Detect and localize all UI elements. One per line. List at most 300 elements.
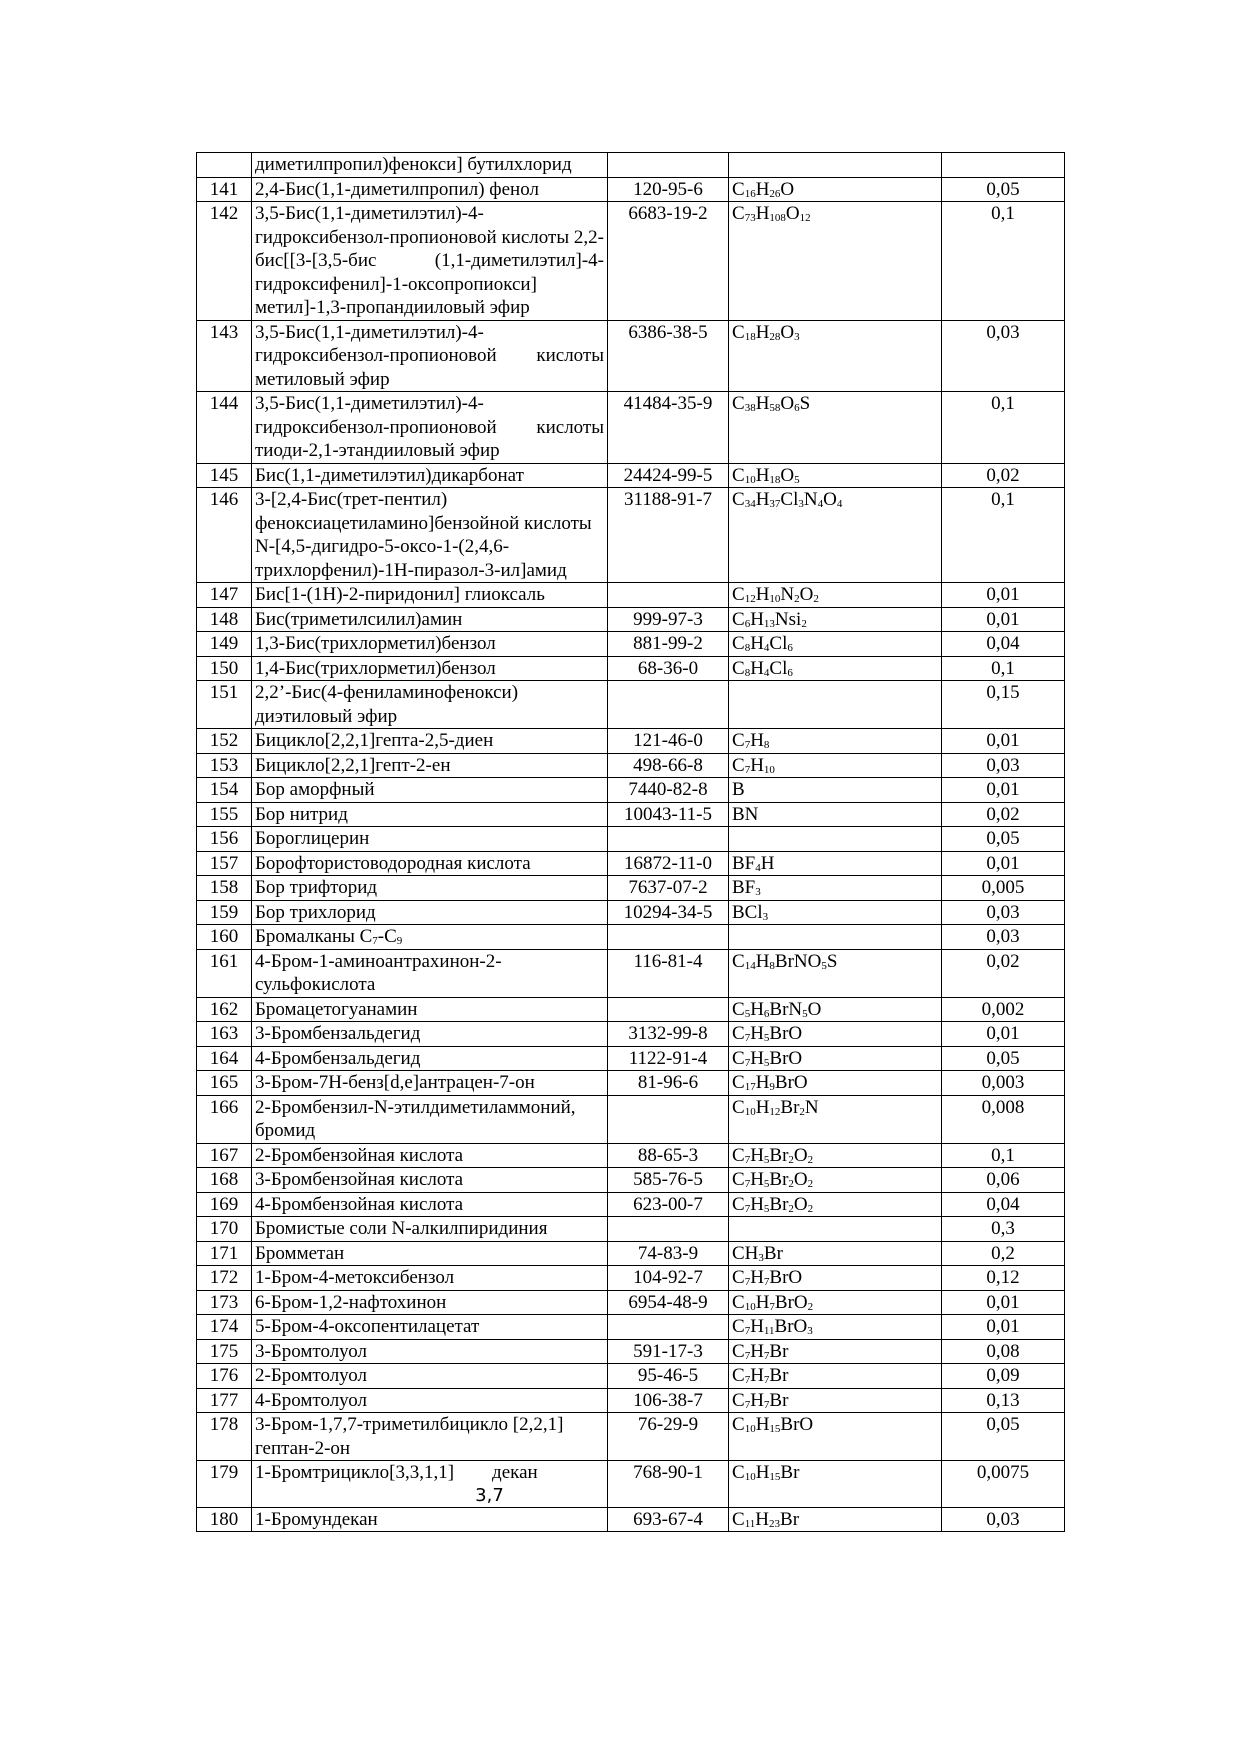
formula-element: H: [755, 1072, 770, 1093]
table-row: [197, 177, 1065, 202]
table-row: [197, 607, 1065, 632]
name-text: Бромалканы С: [255, 926, 373, 947]
row-number: 159: [197, 900, 252, 925]
row-number: 154: [197, 778, 252, 803]
limit-value: 0,03: [942, 1507, 1065, 1532]
table-row: [197, 1364, 1065, 1389]
substance-name: [252, 1241, 608, 1266]
cas-number: 498-66-8: [608, 753, 729, 778]
table-row: [197, 753, 1065, 778]
name-text: 3-Бром-7Н-бенз[d,e]антрацен-7-он: [255, 1072, 535, 1093]
substance-name: [252, 463, 608, 488]
formula-element: C: [732, 321, 745, 343]
formula-element: Br: [769, 1389, 789, 1411]
formula-element: C: [732, 1193, 745, 1215]
limit-value: [942, 153, 1065, 178]
formula-subscript: 3: [755, 886, 761, 898]
substance-name: [252, 202, 608, 321]
name-text: 3,5-Бис(1,1-диметилэтил)-4-гидроксибензол-пропионовой кислоты 2,2-бис[[3-[3,5-бис (1,1-диметилэтил]-4-гидроксифенил]-1-оксопропиокси] метил]-1,3-пропандииловый эфир: [255, 203, 604, 318]
substance-name: [252, 1507, 608, 1532]
substance-name: [252, 583, 608, 608]
cas-number: [608, 997, 729, 1022]
name-text: 3,5-Бис(1,1-диметилэтил)-4-гидроксибензол-пропионовой кислоты метиловый эфир: [255, 321, 604, 390]
chemical-formula: [729, 729, 942, 754]
formula-element: H: [750, 1316, 764, 1337]
formula-subscript: 2: [799, 1105, 805, 1118]
row-number: 172: [197, 1266, 252, 1291]
formula-element: C: [732, 464, 745, 486]
formula-element: C: [732, 1316, 745, 1337]
formula-subscript: 2: [801, 617, 807, 630]
formula-element: Cl: [769, 657, 788, 679]
formula-subscript: 5: [802, 1007, 808, 1020]
formula-element: BrN: [769, 998, 803, 1020]
formula-element: BrO: [774, 1072, 808, 1093]
limit-value: 0,01: [942, 1315, 1065, 1340]
formula-element: C: [732, 584, 745, 605]
cas-number: 120-95-6: [608, 177, 729, 202]
table-row: [197, 656, 1065, 681]
formula-element: C: [732, 1340, 745, 1362]
chemical-formula: [729, 876, 942, 901]
formula-element: Br: [769, 1144, 789, 1166]
formula-subscript: 12: [799, 212, 811, 224]
table-row: [197, 392, 1065, 464]
cas-number: 3132-99-8: [608, 1022, 729, 1047]
formula-element: H: [750, 1365, 764, 1386]
chemical-formula: [729, 1364, 942, 1389]
formula-subscript: 7: [769, 1300, 775, 1313]
formula-element: BF: [732, 877, 756, 898]
row-number: 151: [197, 681, 252, 729]
formula-subscript: 3: [758, 1251, 764, 1264]
cas-number: 10294-34-5: [608, 900, 729, 925]
chemical-formula: [729, 1143, 942, 1168]
name-text: диметилпропил)фенокси] бутилхлорид: [255, 154, 572, 175]
substance-name: [252, 1217, 608, 1242]
formula-subscript: 2: [788, 1202, 794, 1215]
chemical-formula: [729, 1339, 942, 1364]
row-number: 160: [197, 925, 252, 950]
row-number: 142: [197, 202, 252, 321]
formula-element: C: [732, 1072, 745, 1093]
limit-value: 0,003: [942, 1071, 1065, 1096]
row-number: 178: [197, 1413, 252, 1461]
limit-value: 0,01: [942, 583, 1065, 608]
formula-element: BN: [732, 803, 759, 825]
formula-subscript: 7: [744, 1374, 751, 1386]
name-text: 1-Бром-4-метоксибензол: [255, 1267, 455, 1288]
limit-value: 0,03: [942, 753, 1065, 778]
formula-subscript: 11: [744, 1517, 756, 1530]
table-row: [197, 1022, 1065, 1047]
limit-value: 0,13: [942, 1388, 1065, 1413]
cas-number: 116-81-4: [608, 949, 729, 997]
formula-element: O: [780, 321, 795, 343]
cas-number: 41484-35-9: [608, 392, 729, 464]
formula-subscript: 4: [836, 498, 843, 510]
cas-number: 999-97-3: [608, 607, 729, 632]
limit-value: 0,05: [942, 1046, 1065, 1071]
formula-subscript: 4: [763, 666, 770, 679]
substance-name: [252, 1168, 608, 1193]
limit-value: 0,03: [942, 925, 1065, 950]
cas-number: 768-90-1: [608, 1461, 729, 1508]
formula-element: C: [732, 1291, 745, 1313]
substance-name: [252, 729, 608, 754]
cas-number: 623-00-7: [608, 1192, 729, 1217]
chemical-formula: [729, 463, 942, 488]
chemical-formula: [729, 802, 942, 827]
formula-subscript: 2: [807, 1300, 814, 1313]
table-row: [197, 900, 1065, 925]
name-text: Бис[1-(1Н)-2-пиридонил] глиоксаль: [255, 584, 545, 605]
chemical-formula: [729, 177, 942, 202]
chemical-formula: [729, 1022, 942, 1047]
table-row: [197, 997, 1065, 1022]
formula-element: C: [732, 608, 745, 630]
row-number: 174: [197, 1315, 252, 1340]
cas-number: 68-36-0: [608, 656, 729, 681]
chemical-formula: [729, 778, 942, 803]
name-text: -С: [377, 926, 397, 947]
formula-element: H: [755, 1096, 770, 1118]
name-text: 2-Бромбензил-N-этилдиметиламмоний, бромид: [255, 1096, 576, 1141]
chemical-formula: [729, 925, 942, 950]
limit-value: 0,12: [942, 1266, 1065, 1291]
name-text: 1,3-Бис(трихлорметил)бензол: [255, 633, 496, 654]
row-number: 167: [197, 1143, 252, 1168]
name-text: 3-Бромтолуол: [255, 1340, 367, 1362]
formula-element: N: [780, 584, 795, 605]
substance-name: [252, 802, 608, 827]
formula-element: H: [755, 489, 770, 510]
row-number: 179: [197, 1461, 252, 1508]
row-number: 170: [197, 1217, 252, 1242]
formula-element: C: [732, 393, 745, 414]
chemical-formula: [729, 1266, 942, 1291]
formula-subscript: 8: [744, 666, 751, 679]
formula-element: O: [793, 1193, 808, 1215]
formula-element: H: [755, 1462, 770, 1483]
table-row: [197, 488, 1065, 583]
formula-subscript: 8: [763, 739, 770, 751]
formula-subscript: 10: [763, 763, 775, 776]
formula-element: Br: [780, 1508, 800, 1530]
row-number: 155: [197, 802, 252, 827]
limit-value: 0,09: [942, 1364, 1065, 1389]
name-text: Борофтористоводородная кислота: [255, 852, 531, 874]
formula-subscript: 7: [744, 1325, 751, 1337]
name-subscript: 7: [372, 935, 378, 947]
formula-element: Br: [763, 1242, 783, 1264]
limit-value: 0,02: [942, 802, 1065, 827]
name-text: Бор нитрид: [255, 803, 348, 825]
chemical-formula: [729, 681, 942, 729]
formula-element: C: [732, 178, 745, 200]
formula-subscript: 26: [769, 187, 781, 200]
substance-name: [252, 876, 608, 901]
row-number: 148: [197, 607, 252, 632]
table-row: [197, 1095, 1065, 1143]
formula-element: Br: [769, 1340, 789, 1362]
table-row: [197, 463, 1065, 488]
formula-element: O: [823, 489, 837, 510]
name-text: 2-Бромтолуол: [255, 1365, 367, 1386]
formula-element: C: [732, 1023, 745, 1044]
limit-value: 0,05: [942, 1413, 1065, 1461]
cas-number: [608, 1095, 729, 1143]
formula-element: H: [750, 998, 764, 1020]
formula-subscript: 5: [763, 1032, 770, 1044]
formula-subscript: 73: [744, 212, 756, 224]
limit-value: 0,1: [942, 1143, 1065, 1168]
substance-name: [252, 320, 608, 392]
name-text: Бор трифторид: [255, 877, 378, 898]
row-number: 163: [197, 1022, 252, 1047]
formula-subscript: 6: [794, 402, 800, 414]
substance-name: [252, 925, 608, 950]
formula-element: BF: [732, 852, 756, 874]
formula-element: H: [755, 393, 770, 414]
formula-element: H: [755, 950, 770, 972]
formula-subscript: 5: [763, 1056, 770, 1069]
formula-element: C: [732, 754, 745, 776]
formula-element: H: [755, 1508, 770, 1530]
formula-element: Br: [780, 1096, 800, 1118]
row-number: 180: [197, 1507, 252, 1532]
substance-name: [252, 949, 608, 997]
cas-number: 7637-07-2: [608, 876, 729, 901]
formula-element: Nsi: [774, 608, 802, 630]
formula-subscript: 2: [813, 593, 819, 605]
formula-subscript: 7: [744, 763, 751, 776]
cas-number: 24424-99-5: [608, 463, 729, 488]
limit-value: 0,03: [942, 320, 1065, 392]
name-text: Бромметан: [255, 1242, 345, 1264]
formula-element: H: [755, 584, 770, 605]
formula-subscript: 58: [769, 402, 781, 414]
table-row: [197, 632, 1065, 657]
cas-number: 106-38-7: [608, 1388, 729, 1413]
table-row: [197, 925, 1065, 950]
cas-number: [608, 925, 729, 950]
limit-value: 0,15: [942, 681, 1065, 729]
row-number: 145: [197, 463, 252, 488]
formula-element: N: [803, 489, 818, 510]
substance-name: [252, 1071, 608, 1096]
table-row: [197, 681, 1065, 729]
cas-number: 16872-11-0: [608, 851, 729, 876]
formula-element: H: [760, 852, 775, 874]
name-text: Бицикло[2,2,1]гепта-2,5-диен: [255, 730, 494, 751]
formula-subscript: 23: [769, 1517, 781, 1530]
cas-number: [608, 583, 729, 608]
chemical-formula: [729, 949, 942, 997]
table-row: [197, 949, 1065, 997]
formula-subscript: 2: [807, 1202, 814, 1215]
name-text: 6-Бром-1,2-нафтохинон: [255, 1291, 447, 1313]
chemical-formula: [729, 1071, 942, 1096]
formula-subscript: 7: [763, 1374, 770, 1386]
formula-element: B: [732, 779, 745, 800]
name-text: 2,4-Бис(1,1-диметилпропил) фенол: [255, 178, 539, 200]
table-row: [197, 1339, 1065, 1364]
chemical-formula: [729, 1507, 942, 1532]
limit-value: 0,1: [942, 656, 1065, 681]
table-row: [197, 1168, 1065, 1193]
chemical-formula: [729, 753, 942, 778]
formula-element: H: [750, 657, 764, 679]
table-row: [197, 1192, 1065, 1217]
row-number: 144: [197, 392, 252, 464]
formula-subscript: 17: [744, 1081, 756, 1093]
table-row: [197, 1143, 1065, 1168]
row-number: 171: [197, 1241, 252, 1266]
row-number: 168: [197, 1168, 252, 1193]
cas-number: 585-76-5: [608, 1168, 729, 1193]
formula-subscript: 6: [763, 1007, 770, 1020]
formula-subscript: 10: [769, 593, 781, 605]
chemical-formula: [729, 202, 942, 321]
substance-name: [252, 1290, 608, 1315]
chemical-formula: [729, 1217, 942, 1242]
formula-element: O: [793, 1144, 808, 1166]
formula-element: H: [755, 1414, 770, 1435]
table-row: [197, 1217, 1065, 1242]
cas-number: 31188-91-7: [608, 488, 729, 583]
formula-subscript: 3: [807, 1325, 813, 1337]
formula-subscript: 11: [763, 1325, 775, 1337]
chemical-formula: [729, 392, 942, 464]
substance-name: [252, 753, 608, 778]
name-text: Бромистые соли N-алкилпиридиния: [255, 1218, 548, 1239]
limit-value: 0,02: [942, 949, 1065, 997]
limit-value: 0,0075: [942, 1461, 1065, 1508]
formula-element: N: [804, 1096, 819, 1118]
formula-element: O: [780, 464, 795, 486]
chemical-formula: [729, 827, 942, 852]
table-row: [197, 1241, 1065, 1266]
limit-value: 0,1: [942, 202, 1065, 321]
limit-value: 0,1: [942, 392, 1065, 464]
cas-number: 7440-82-8: [608, 778, 729, 803]
formula-element: BrO: [769, 1023, 803, 1044]
cas-number: 104-92-7: [608, 1266, 729, 1291]
chemical-formula: [729, 1192, 942, 1217]
formula-element: C: [732, 657, 745, 679]
formula-element: C: [732, 1169, 745, 1190]
table-row: [197, 778, 1065, 803]
name-text: 2,2’-Бис(4-фениламинофенокси) диэтиловый эфир: [255, 682, 519, 727]
formula-element: Br: [769, 1365, 789, 1386]
name-text: 2-Бромбензойная кислота: [255, 1144, 464, 1166]
substance-name: [252, 1046, 608, 1071]
substance-name: [252, 1315, 608, 1340]
substance-name: [252, 851, 608, 876]
formula-subscript: 8: [769, 959, 775, 972]
formula-element: C: [732, 633, 745, 654]
formula-element: C: [732, 1462, 745, 1483]
name-text: 4-Бромтолуол: [255, 1389, 367, 1411]
formula-element: BrO: [780, 1414, 814, 1435]
formula-subscript: 10: [744, 1105, 756, 1118]
formula-subscript: 2: [788, 1178, 794, 1190]
row-number: 177: [197, 1388, 252, 1413]
formula-element: H: [750, 1193, 764, 1215]
formula-subscript: 5: [763, 1153, 770, 1166]
formula-element: H: [750, 754, 764, 776]
formula-subscript: 2: [807, 1153, 814, 1166]
formula-element: H: [750, 1389, 764, 1411]
chemical-formula: [729, 607, 942, 632]
row-number: 169: [197, 1192, 252, 1217]
row-number: 176: [197, 1364, 252, 1389]
row-number: [197, 153, 252, 178]
formula-subscript: 5: [763, 1178, 770, 1190]
formula-subscript: 2: [788, 1153, 794, 1166]
formula-element: O: [793, 1169, 808, 1190]
formula-subscript: 6: [787, 642, 793, 654]
formula-element: O: [785, 203, 800, 224]
formula-subscript: 3: [794, 330, 800, 343]
table-row: [197, 1071, 1065, 1096]
formula-element: H: [755, 1291, 770, 1313]
name-text: Бис(1,1-диметилэтил)дикарбонат: [255, 464, 524, 486]
formula-element: Cl: [769, 633, 788, 654]
formula-element: BrO: [774, 1291, 808, 1313]
limit-value: 0,04: [942, 632, 1065, 657]
chemical-formula: [729, 1046, 942, 1071]
cas-number: 74-83-9: [608, 1241, 729, 1266]
formula-element: H: [755, 464, 770, 486]
cas-number: 591-17-3: [608, 1339, 729, 1364]
substance-name: [252, 1339, 608, 1364]
formula-element: C: [732, 203, 745, 224]
table-row: [197, 729, 1065, 754]
name-text: 4-Бром-1-аминоантрахинон-2-сульфокислота: [255, 950, 502, 995]
limit-value: 0,05: [942, 827, 1065, 852]
formula-subscript: 10: [744, 1471, 756, 1483]
formula-subscript: 14: [744, 959, 756, 972]
cas-number: 1122-91-4: [608, 1046, 729, 1071]
formula-subscript: 18: [744, 330, 756, 343]
row-number: 175: [197, 1339, 252, 1364]
row-number: 143: [197, 320, 252, 392]
formula-subscript: 7: [744, 1398, 751, 1411]
formula-element: C: [732, 1389, 745, 1411]
formula-subscript: 12: [744, 593, 756, 605]
formula-element: BrO: [769, 1047, 803, 1069]
chemical-formula: [729, 583, 942, 608]
row-number: 153: [197, 753, 252, 778]
row-number: 152: [197, 729, 252, 754]
substance-name: [252, 177, 608, 202]
formula-subscript: 7: [763, 1276, 770, 1288]
limit-value: 0,3: [942, 1217, 1065, 1242]
row-number: 157: [197, 851, 252, 876]
row-number: 164: [197, 1046, 252, 1071]
formula-subscript: 7: [744, 1276, 751, 1288]
substance-name: [252, 1413, 608, 1461]
table-row: [197, 1290, 1065, 1315]
formula-element: H: [750, 1340, 764, 1362]
formula-element: Br: [769, 1193, 789, 1215]
formula-subscript: 2: [807, 1178, 814, 1190]
formula-element: H: [755, 203, 770, 224]
formula-element: C: [732, 730, 745, 751]
formula-element: H: [755, 178, 770, 200]
